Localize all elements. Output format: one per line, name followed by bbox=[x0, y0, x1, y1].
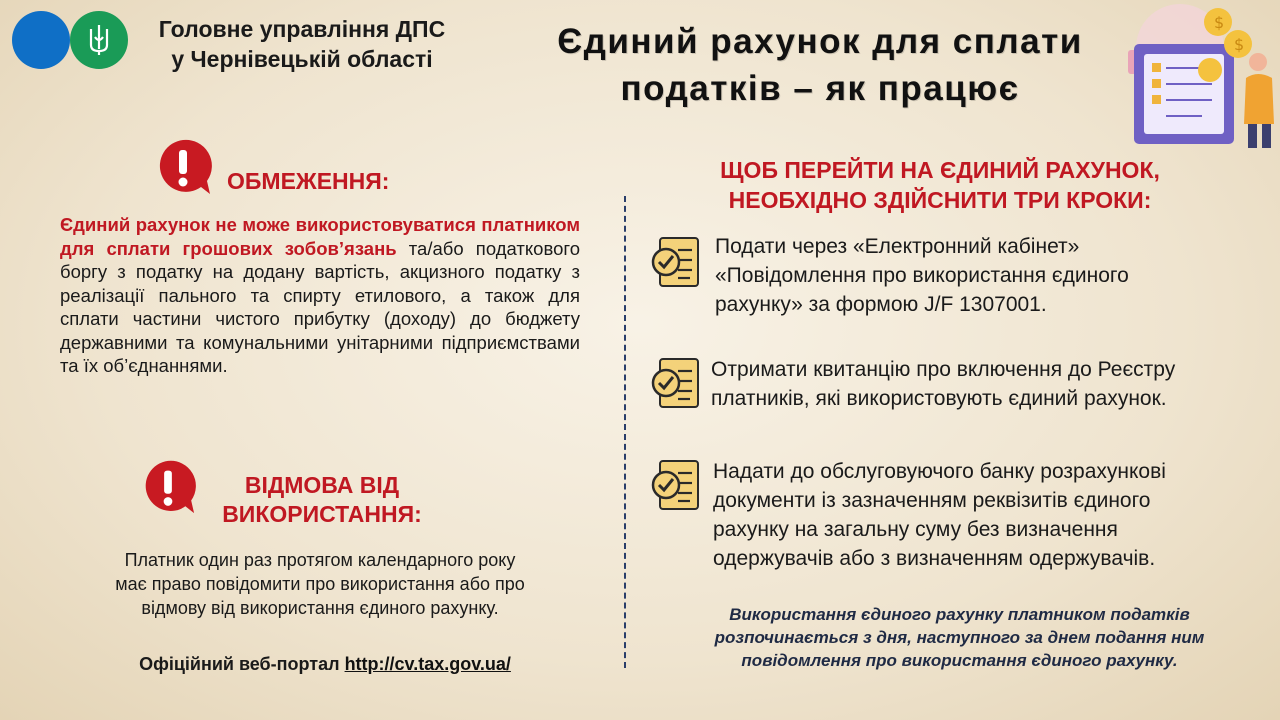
steps-heading bbox=[680, 155, 1200, 215]
footnote-line-2: розпочинається з дня, наступного за днем подання ним bbox=[714, 628, 1205, 647]
restrictions-bold-text: Єдиний рахунок не може використовуватися платником для сплати грошових зобов’язань bbox=[60, 214, 580, 259]
step-3-text bbox=[713, 457, 1253, 573]
checklist-icon bbox=[650, 459, 702, 515]
step-1-line-1: Подати через «Електронний кабінет» bbox=[715, 235, 1080, 258]
refusal-line-2: має право повідомити про використання або про bbox=[115, 574, 525, 594]
step-3-line-3: рахунку на загальну суму без визначення bbox=[713, 518, 1118, 541]
checklist-icon bbox=[650, 357, 702, 413]
refusal-text bbox=[60, 548, 580, 620]
refusal-heading bbox=[216, 471, 428, 529]
footnote bbox=[672, 603, 1247, 672]
portal-line bbox=[60, 654, 590, 675]
restrictions-body-text: та/або податкового боргу з податку на додану вартість, акцизного податку з реалізації пального та спирту етилового, а також для сплати частини чистого прибутку (доходу) до бюджету державними та комунальними унітарними підприємствами та їх об’єднаннями. bbox=[60, 237, 580, 376]
organization-name bbox=[132, 14, 472, 74]
trident-icon bbox=[86, 23, 112, 57]
footnote-line-1: Використання єдиного рахунку платником податків bbox=[729, 605, 1190, 624]
step-2-line-2: платників, які використовують єдиний рахунок. bbox=[711, 387, 1167, 410]
logo-blue-circle bbox=[12, 11, 70, 69]
org-line-2: у Чернівецькій області bbox=[171, 46, 433, 72]
footnote-line-3: повідомлення про використання єдиного рахунку. bbox=[741, 651, 1178, 670]
step-2-line-1: Отримати квитанцію про включення до Реєстру bbox=[711, 358, 1176, 381]
title-line-1: Єдиний рахунок для сплати bbox=[557, 22, 1083, 61]
step-1-line-2: «Повідомлення про використання єдиного bbox=[715, 264, 1129, 287]
title-line-2: податків – як працює bbox=[620, 69, 1020, 108]
checklist-icon bbox=[650, 236, 702, 292]
step-3-line-2: документи із зазначенням реквізитів єдиного bbox=[713, 489, 1151, 512]
page-title bbox=[480, 18, 1160, 112]
step-2-text bbox=[711, 355, 1261, 413]
column-divider bbox=[624, 196, 626, 668]
warning-icon bbox=[154, 138, 212, 196]
finance-illustration-icon bbox=[1122, 4, 1280, 150]
portal-label: Офіційний веб-портал bbox=[139, 654, 345, 674]
refusal-heading-line-1: ВІДМОВА ВІД bbox=[244, 472, 400, 498]
steps-heading-line-2: НЕОБХІДНО ЗДІЙСНИТИ ТРИ КРОКИ: bbox=[728, 187, 1152, 213]
logo-green-circle bbox=[70, 11, 128, 69]
refusal-line-3: відмову від використання єдиного рахунку. bbox=[141, 598, 499, 618]
svg-text:$: $ bbox=[1234, 35, 1245, 54]
step-3-line-1: Надати до обслуговуючого банку розрахункові bbox=[713, 460, 1166, 483]
svg-text:$: $ bbox=[1214, 13, 1225, 32]
warning-icon bbox=[140, 459, 196, 515]
steps-heading-line-1: ЩОБ ПЕРЕЙТИ НА ЄДИНИЙ РАХУНОК, bbox=[720, 157, 1160, 183]
step-1-text bbox=[715, 232, 1235, 319]
refusal-heading-line-2: ВИКОРИСТАННЯ: bbox=[222, 501, 422, 527]
step-3-line-4: одержувачів або з визначенням одержувачів. bbox=[713, 547, 1156, 570]
restrictions-heading: ОБМЕЖЕННЯ: bbox=[227, 168, 390, 194]
restrictions-text bbox=[60, 213, 580, 378]
org-line-1: Головне управління ДПС bbox=[158, 16, 446, 42]
step-1-line-3: рахунку» за формою J/F 1307001. bbox=[715, 293, 1047, 316]
refusal-line-1: Платник один раз протягом календарного року bbox=[124, 550, 516, 570]
portal-link[interactable]: http://cv.tax.gov.ua/ bbox=[344, 654, 511, 674]
